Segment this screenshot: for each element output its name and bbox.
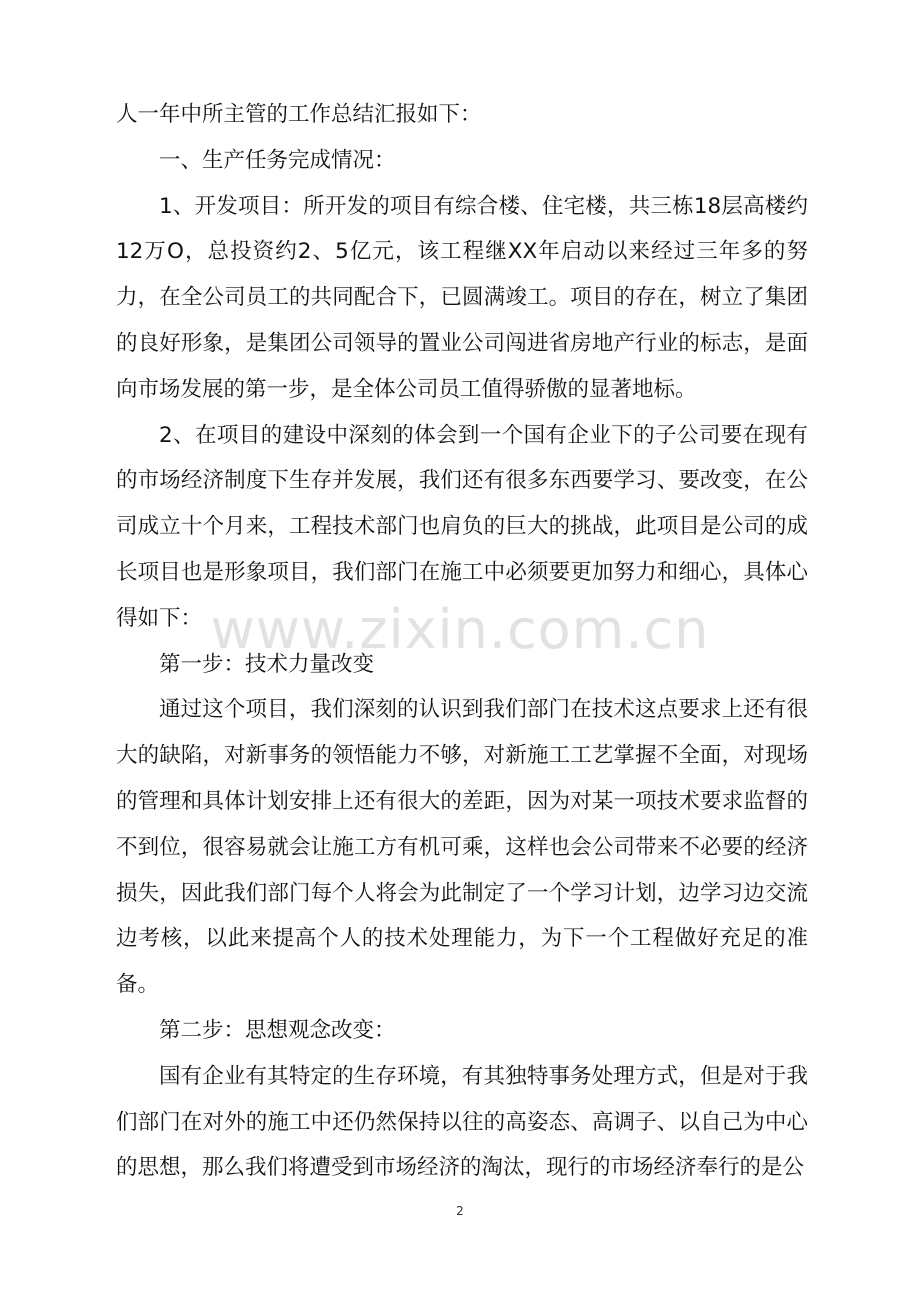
heading-step-two: 第二步：思想观念改变：	[159, 1017, 396, 1043]
watermark: www.zixin.com.cn	[210, 598, 710, 661]
paragraph-mindset-change: 国有企业有其特定的生存环境，有其独特事务处理方式，但是对于我们部门在对外的施工中还仍然保持以往的高姿态、高调子、以自己为中心的思想，那么我们将遭受到市场经济的淘汰，现行的市场经济奉行的是公	[116, 1063, 808, 1181]
paragraph-intro: 人一年中所主管的工作总结汇报如下：	[116, 102, 482, 127]
heading-step-one: 第一步：技术力量改变	[159, 651, 375, 677]
document-body	[116, 92, 808, 1191]
page-number: 2	[456, 1204, 464, 1218]
paragraph-technical-strength: 通过这个项目，我们深刻的认识到我们部门在技术这点要求上还有很大的缺陷，对新事务的领悟能力不够，对新施工工艺掌握不全面，对现场的管理和具体计划安排上还有很大的差距，因为对某一项技术要求监督的不到位，很容易就会让施工方有机可乘，这样也会公司带来不必要的经济损失，因此我们部门每个人将会为此制定了一个学习计划，边学习边交流边考核，以此来提高个人的技术处理能力，为下一个工程做好充足的准备。	[116, 697, 808, 998]
heading-production-tasks: 一、生产任务完成情况：	[159, 147, 396, 173]
paragraph-construction-experience: 2、在项目的建设中深刻的体会到一个国有企业下的子公司要在现有的市场经济制度下生存并发展，我们还有很多东西要学习、要改变，在公司成立十个月来，工程技术部门也肩负的巨大的挑战，此项目是公司的成长项目也是形象项目，我们部门在施工中必须要更加努力和细心，具体心得如下：	[116, 422, 808, 631]
paragraph-development-project: 1、开发项目：所开发的项目有综合楼、住宅楼，共三栋18层高楼约12万O，总投资约2、5亿元，该工程继XX年启动以来经过三年多的努力，在全公司员工的共同配合下，已圆满竣工。项目的存在，树立了集团的良好形象，是集团公司领导的置业公司闯进省房地产行业的标志，是面向市场发展的第一步，是全体公司员工值得骄傲的显著地标。	[116, 193, 808, 402]
